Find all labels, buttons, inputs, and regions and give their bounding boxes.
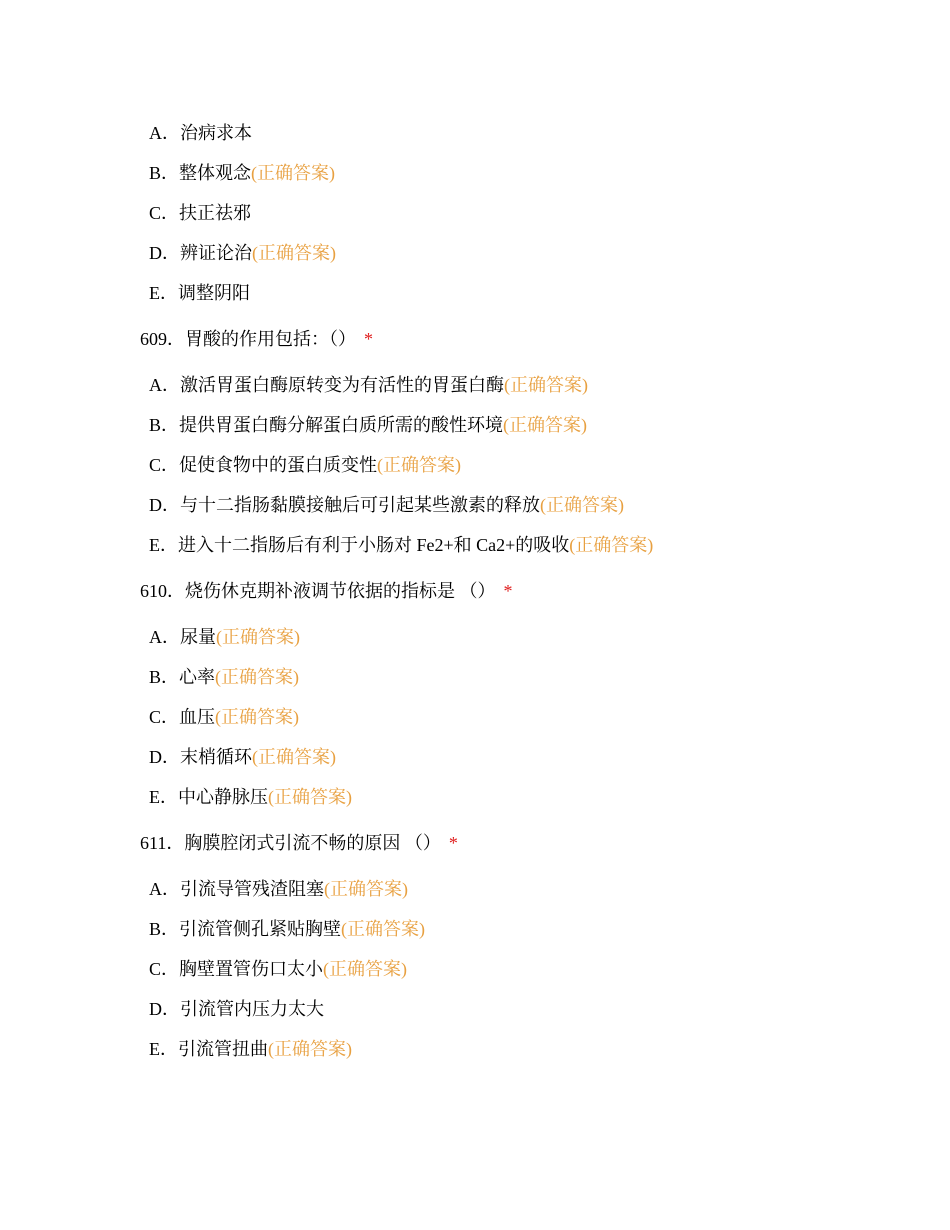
option-text: 辨证论治 [180, 243, 252, 263]
correct-answer-marker: (正确答案) [377, 455, 462, 475]
correct-answer-marker: (正确答案) [540, 495, 624, 515]
option-e [140, 531, 900, 571]
correct-answer-marker: (正确答案) [251, 163, 336, 183]
option-text: 调整阴阳 [178, 283, 250, 303]
option-c [140, 703, 900, 743]
option-text: 心率 [179, 667, 216, 687]
correct-answer-marker: (正确答案) [323, 959, 408, 979]
option-text: 引流管扭曲 [178, 1039, 268, 1059]
option-text: 与十二指肠黏膜接触后可引起某些激素的释放 [180, 495, 540, 515]
question-block [140, 577, 900, 823]
correct-answer-marker: (正确答案) [503, 415, 588, 435]
option-a [140, 875, 900, 915]
option-letter: C． [149, 455, 180, 475]
option-e [140, 783, 900, 823]
correct-answer-marker: (正确答案) [324, 879, 408, 899]
option-text: 引流导管残渣阻塞 [180, 879, 324, 899]
question-block [140, 829, 900, 1075]
option-text: 引流管内压力太大 [180, 999, 324, 1019]
option-letter: B． [149, 415, 180, 435]
option-e [140, 1035, 900, 1075]
correct-answer-marker: (正确答案) [504, 375, 588, 395]
option-text: 进入十二指肠后有利于小肠对 Fe2+和 Ca2+的吸收 [178, 535, 570, 555]
option-d [140, 239, 900, 279]
option-letter: C． [149, 959, 180, 979]
option-text: 提供胃蛋白酶分解蛋白质所需的酸性环境 [179, 415, 504, 435]
correct-answer-marker: (正确答案) [215, 667, 300, 687]
option-letter: E． [149, 283, 178, 303]
option-letter: A． [149, 879, 180, 899]
correct-answer-marker: (正确答案) [341, 919, 426, 939]
question-block [140, 119, 900, 319]
correct-answer-marker: (正确答案) [216, 627, 300, 647]
option-letter: B． [149, 667, 180, 687]
option-b [140, 915, 900, 955]
option-letter: B． [149, 163, 180, 183]
option-letter: A． [149, 627, 180, 647]
option-letter: D． [149, 999, 180, 1019]
option-text: 中心静脉压 [178, 787, 268, 807]
option-text: 激活胃蛋白酶原转变为有活性的胃蛋白酶 [180, 375, 504, 395]
option-c [140, 199, 900, 239]
question-text: 609．胃酸的作用包括：（） [140, 329, 356, 349]
correct-answer-marker: (正确答案) [252, 243, 336, 263]
option-c [140, 955, 900, 995]
option-letter: D． [149, 747, 180, 767]
option-a [140, 371, 900, 411]
correct-answer-marker: (正确答案) [268, 1039, 352, 1059]
option-text: 血压 [179, 707, 216, 727]
correct-answer-marker: (正确答案) [252, 747, 336, 767]
option-text: 末梢循环 [180, 747, 252, 767]
question-text: 611．胸膜腔闭式引流不畅的原因 （） [140, 833, 441, 853]
option-d [140, 491, 900, 531]
option-letter: D． [149, 243, 180, 263]
option-text: 整体观念 [179, 163, 252, 183]
option-text: 促使食物中的蛋白质变性 [179, 455, 378, 475]
correct-answer-marker: (正确答案) [268, 787, 352, 807]
option-e [140, 279, 900, 319]
option-letter: B． [149, 919, 180, 939]
question-title [140, 577, 900, 617]
option-letter: E． [149, 535, 178, 555]
option-letter: A． [149, 123, 180, 143]
option-letter: C． [149, 707, 180, 727]
option-d [140, 743, 900, 783]
option-a [140, 119, 900, 159]
correct-answer-marker: (正确答案) [215, 707, 300, 727]
option-b [140, 411, 900, 451]
option-letter: E． [149, 1039, 178, 1059]
required-asterisk: * [448, 833, 458, 853]
option-c [140, 451, 900, 491]
option-text: 治病求本 [180, 123, 252, 143]
question-block [140, 325, 900, 571]
option-d [140, 995, 900, 1035]
option-text: 引流管侧孔紧贴胸壁 [179, 919, 342, 939]
question-title [140, 325, 900, 365]
option-text: 尿量 [180, 627, 216, 647]
question-text: 610．烧伤休克期补液调节依据的指标是 （） [140, 581, 496, 601]
option-letter: E． [149, 787, 178, 807]
option-text: 胸壁置管伤口太小 [179, 959, 324, 979]
option-b [140, 159, 900, 199]
option-letter: D． [149, 495, 180, 515]
question-title [140, 829, 900, 869]
document-page [140, 119, 900, 1075]
option-b [140, 663, 900, 703]
option-text: 扶正祛邪 [179, 203, 252, 223]
option-letter: C． [149, 203, 180, 223]
required-asterisk: * [503, 581, 513, 601]
option-a [140, 623, 900, 663]
option-letter: A． [149, 375, 180, 395]
correct-answer-marker: (正确答案) [569, 535, 654, 555]
required-asterisk: * [364, 329, 373, 349]
